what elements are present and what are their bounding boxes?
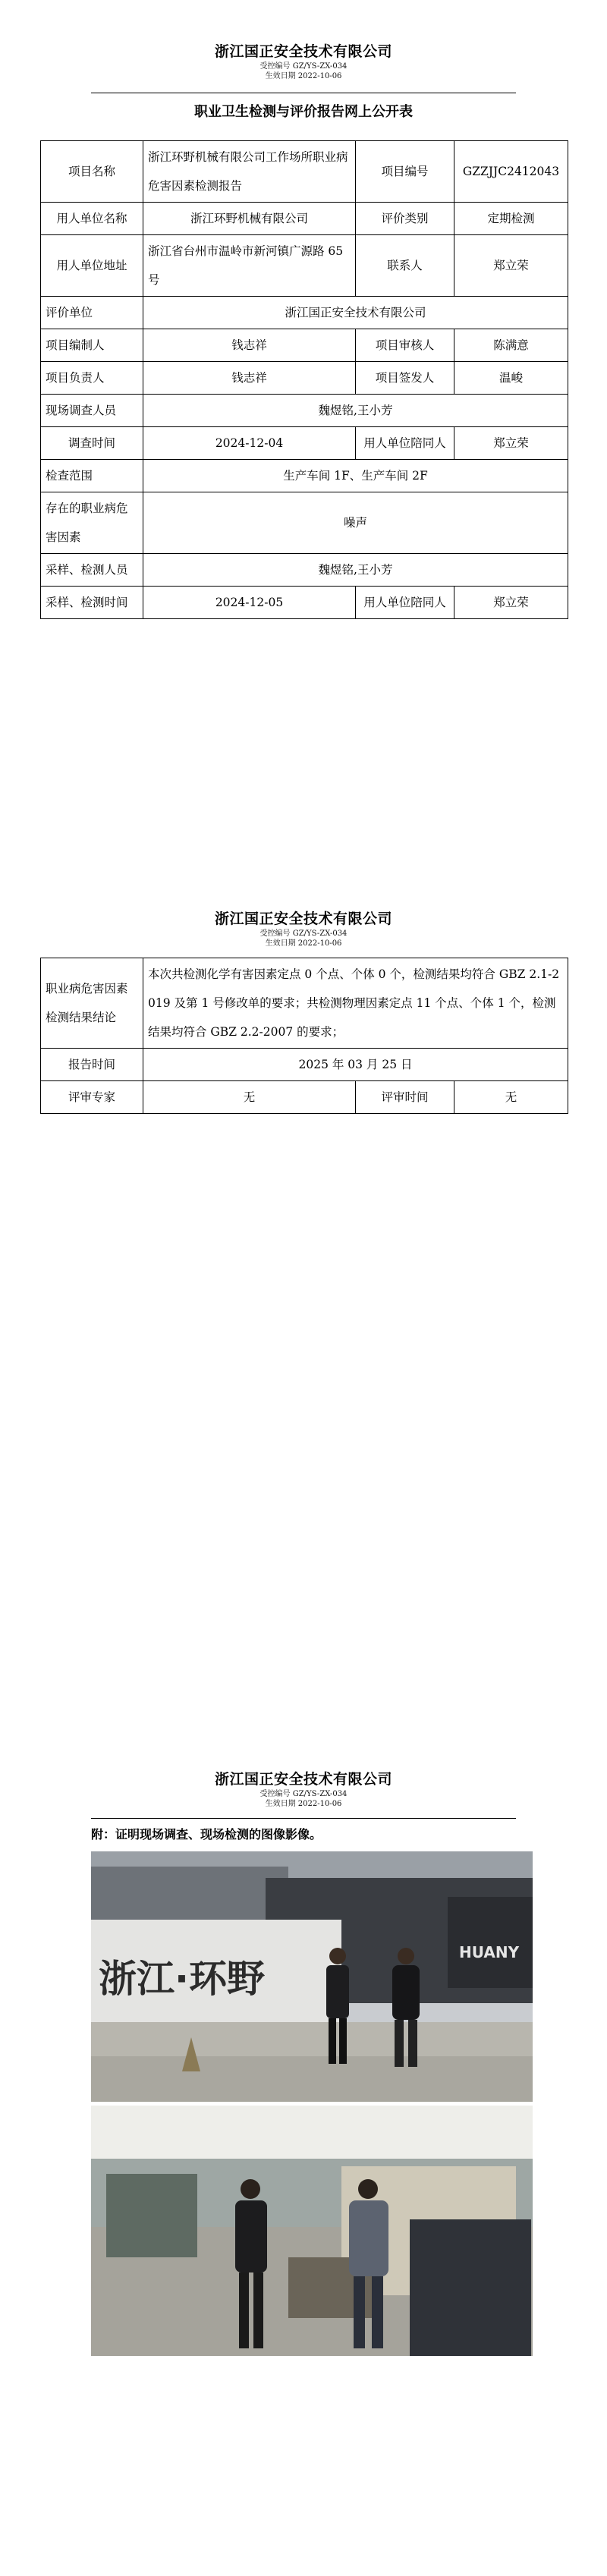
sampling-staff-label: 采样、检测人员 xyxy=(41,554,143,587)
company-name: 浙江国正安全技术有限公司 xyxy=(214,911,392,927)
expert-value: 无 xyxy=(143,1081,356,1114)
page2-header xyxy=(0,909,607,948)
sampling-time-value: 2024-12-05 xyxy=(143,587,356,619)
hazards-value: 噪声 xyxy=(143,492,568,554)
contact-value: 郑立荣 xyxy=(454,235,568,297)
table-row xyxy=(41,427,568,460)
page1-header xyxy=(0,42,607,81)
company-name: 浙江国正安全技术有限公司 xyxy=(214,43,392,60)
table-row xyxy=(41,297,568,329)
workshop-photo-image xyxy=(91,2106,533,2356)
address-label: 用人单位地址 xyxy=(41,235,143,297)
eval-type-label: 评价类别 xyxy=(356,203,454,235)
scope-value: 生产车间 1F、生产车间 2F xyxy=(143,460,568,492)
leader-label: 项目负责人 xyxy=(41,362,143,395)
conclusion-table xyxy=(40,958,568,1114)
employer-value: 浙江环野机械有限公司 xyxy=(143,203,356,235)
table-row xyxy=(41,329,568,362)
eval-unit-value: 浙江国正安全技术有限公司 xyxy=(143,297,568,329)
site-photo-entrance xyxy=(91,1851,533,2102)
document-title: 职业卫生检测与评价报告网上公开表 xyxy=(194,104,413,120)
table-row xyxy=(41,1081,568,1114)
table-row xyxy=(41,554,568,587)
header-divider xyxy=(91,1818,516,1819)
conclusion-label: 职业病危害因素检测结果结论 xyxy=(41,958,143,1049)
contact-label: 联系人 xyxy=(356,235,454,297)
review-time-value: 无 xyxy=(454,1081,568,1114)
table-row xyxy=(41,587,568,619)
survey-staff-label: 现场调查人员 xyxy=(41,395,143,427)
project-no-label: 项目编号 xyxy=(356,141,454,203)
eval-type-value: 定期检测 xyxy=(454,203,568,235)
compiler-label: 项目编制人 xyxy=(41,329,143,362)
scope-label: 检查范围 xyxy=(41,460,143,492)
project-no-value: GZZJJC2412043 xyxy=(454,141,568,203)
accompany-value: 郑立荣 xyxy=(454,427,568,460)
table-row xyxy=(41,1049,568,1081)
table-row xyxy=(41,395,568,427)
page3-header xyxy=(0,1769,607,1809)
effective-date: 生效日期 2022-10-06 xyxy=(265,939,342,948)
reviewer-value: 陈满意 xyxy=(454,329,568,362)
compiler-value: 钱志祥 xyxy=(143,329,356,362)
eval-unit-label: 评价单位 xyxy=(41,297,143,329)
effective-date: 生效日期 2022-10-06 xyxy=(265,1800,342,1808)
leader-value: 钱志祥 xyxy=(143,362,356,395)
table-row xyxy=(41,958,568,1049)
control-number: 受控编号 GZ/YS-ZX-034 xyxy=(259,62,348,71)
reviewer-label: 项目审核人 xyxy=(356,329,454,362)
survey-time-label: 调查时间 xyxy=(41,427,143,460)
report-time-label: 报告时间 xyxy=(41,1049,143,1081)
accompany2-value: 郑立荣 xyxy=(454,587,568,619)
project-name-label: 项目名称 xyxy=(41,141,143,203)
project-name-value: 浙江环野机械有限公司工作场所职业病危害因素检测报告 xyxy=(143,141,356,203)
building-sign-text: 浙江·环野 xyxy=(99,1957,265,2001)
issuer-label: 项目签发人 xyxy=(356,362,454,395)
conclusion-value: 本次共检测化学有害因素定点 0 个点、个体 0 个，检测结果均符合 GBZ 2.1-2019 及第 1 号修改单的要求；共检测物理因素定点 11 个点、个体 1 个，检测结果均符合 GBZ 2.2-2007 的要求； xyxy=(143,958,568,1049)
building-side-text: HUANY xyxy=(459,1943,520,1961)
employer-label: 用人单位名称 xyxy=(41,203,143,235)
survey-time-value: 2024-12-04 xyxy=(143,427,356,460)
site-photo-workshop xyxy=(91,2106,533,2356)
expert-label: 评审专家 xyxy=(41,1081,143,1114)
table-row xyxy=(41,362,568,395)
info-table xyxy=(40,140,568,619)
control-number: 受控编号 GZ/YS-ZX-034 xyxy=(259,1790,348,1798)
issuer-value: 温峻 xyxy=(454,362,568,395)
entrance-photo-image xyxy=(91,1851,533,2102)
sampling-time-label: 采样、检测时间 xyxy=(41,587,143,619)
report-time-value: 2025 年 03 月 25 日 xyxy=(143,1049,568,1081)
accompany2-label: 用人单位陪同人 xyxy=(356,587,454,619)
survey-staff-value: 魏煜铭,王小芳 xyxy=(143,395,568,427)
company-name: 浙江国正安全技术有限公司 xyxy=(214,1771,392,1788)
accompany-label: 用人单位陪同人 xyxy=(356,427,454,460)
table-row xyxy=(41,235,568,297)
table-row xyxy=(41,492,568,554)
address-value: 浙江省台州市温岭市新河镇广源路 65 号 xyxy=(143,235,356,297)
effective-date: 生效日期 2022-10-06 xyxy=(265,72,342,80)
sampling-staff-value: 魏煜铭,王小芳 xyxy=(143,554,568,587)
table-row xyxy=(41,141,568,203)
review-time-label: 评审时间 xyxy=(356,1081,454,1114)
control-number: 受控编号 GZ/YS-ZX-034 xyxy=(259,929,348,938)
table-row xyxy=(41,203,568,235)
hazards-label: 存在的职业病危害因素 xyxy=(41,492,143,554)
annex-title: 附：证明现场调查、现场检测的图像影像。 xyxy=(91,1827,322,1842)
table-row xyxy=(41,460,568,492)
